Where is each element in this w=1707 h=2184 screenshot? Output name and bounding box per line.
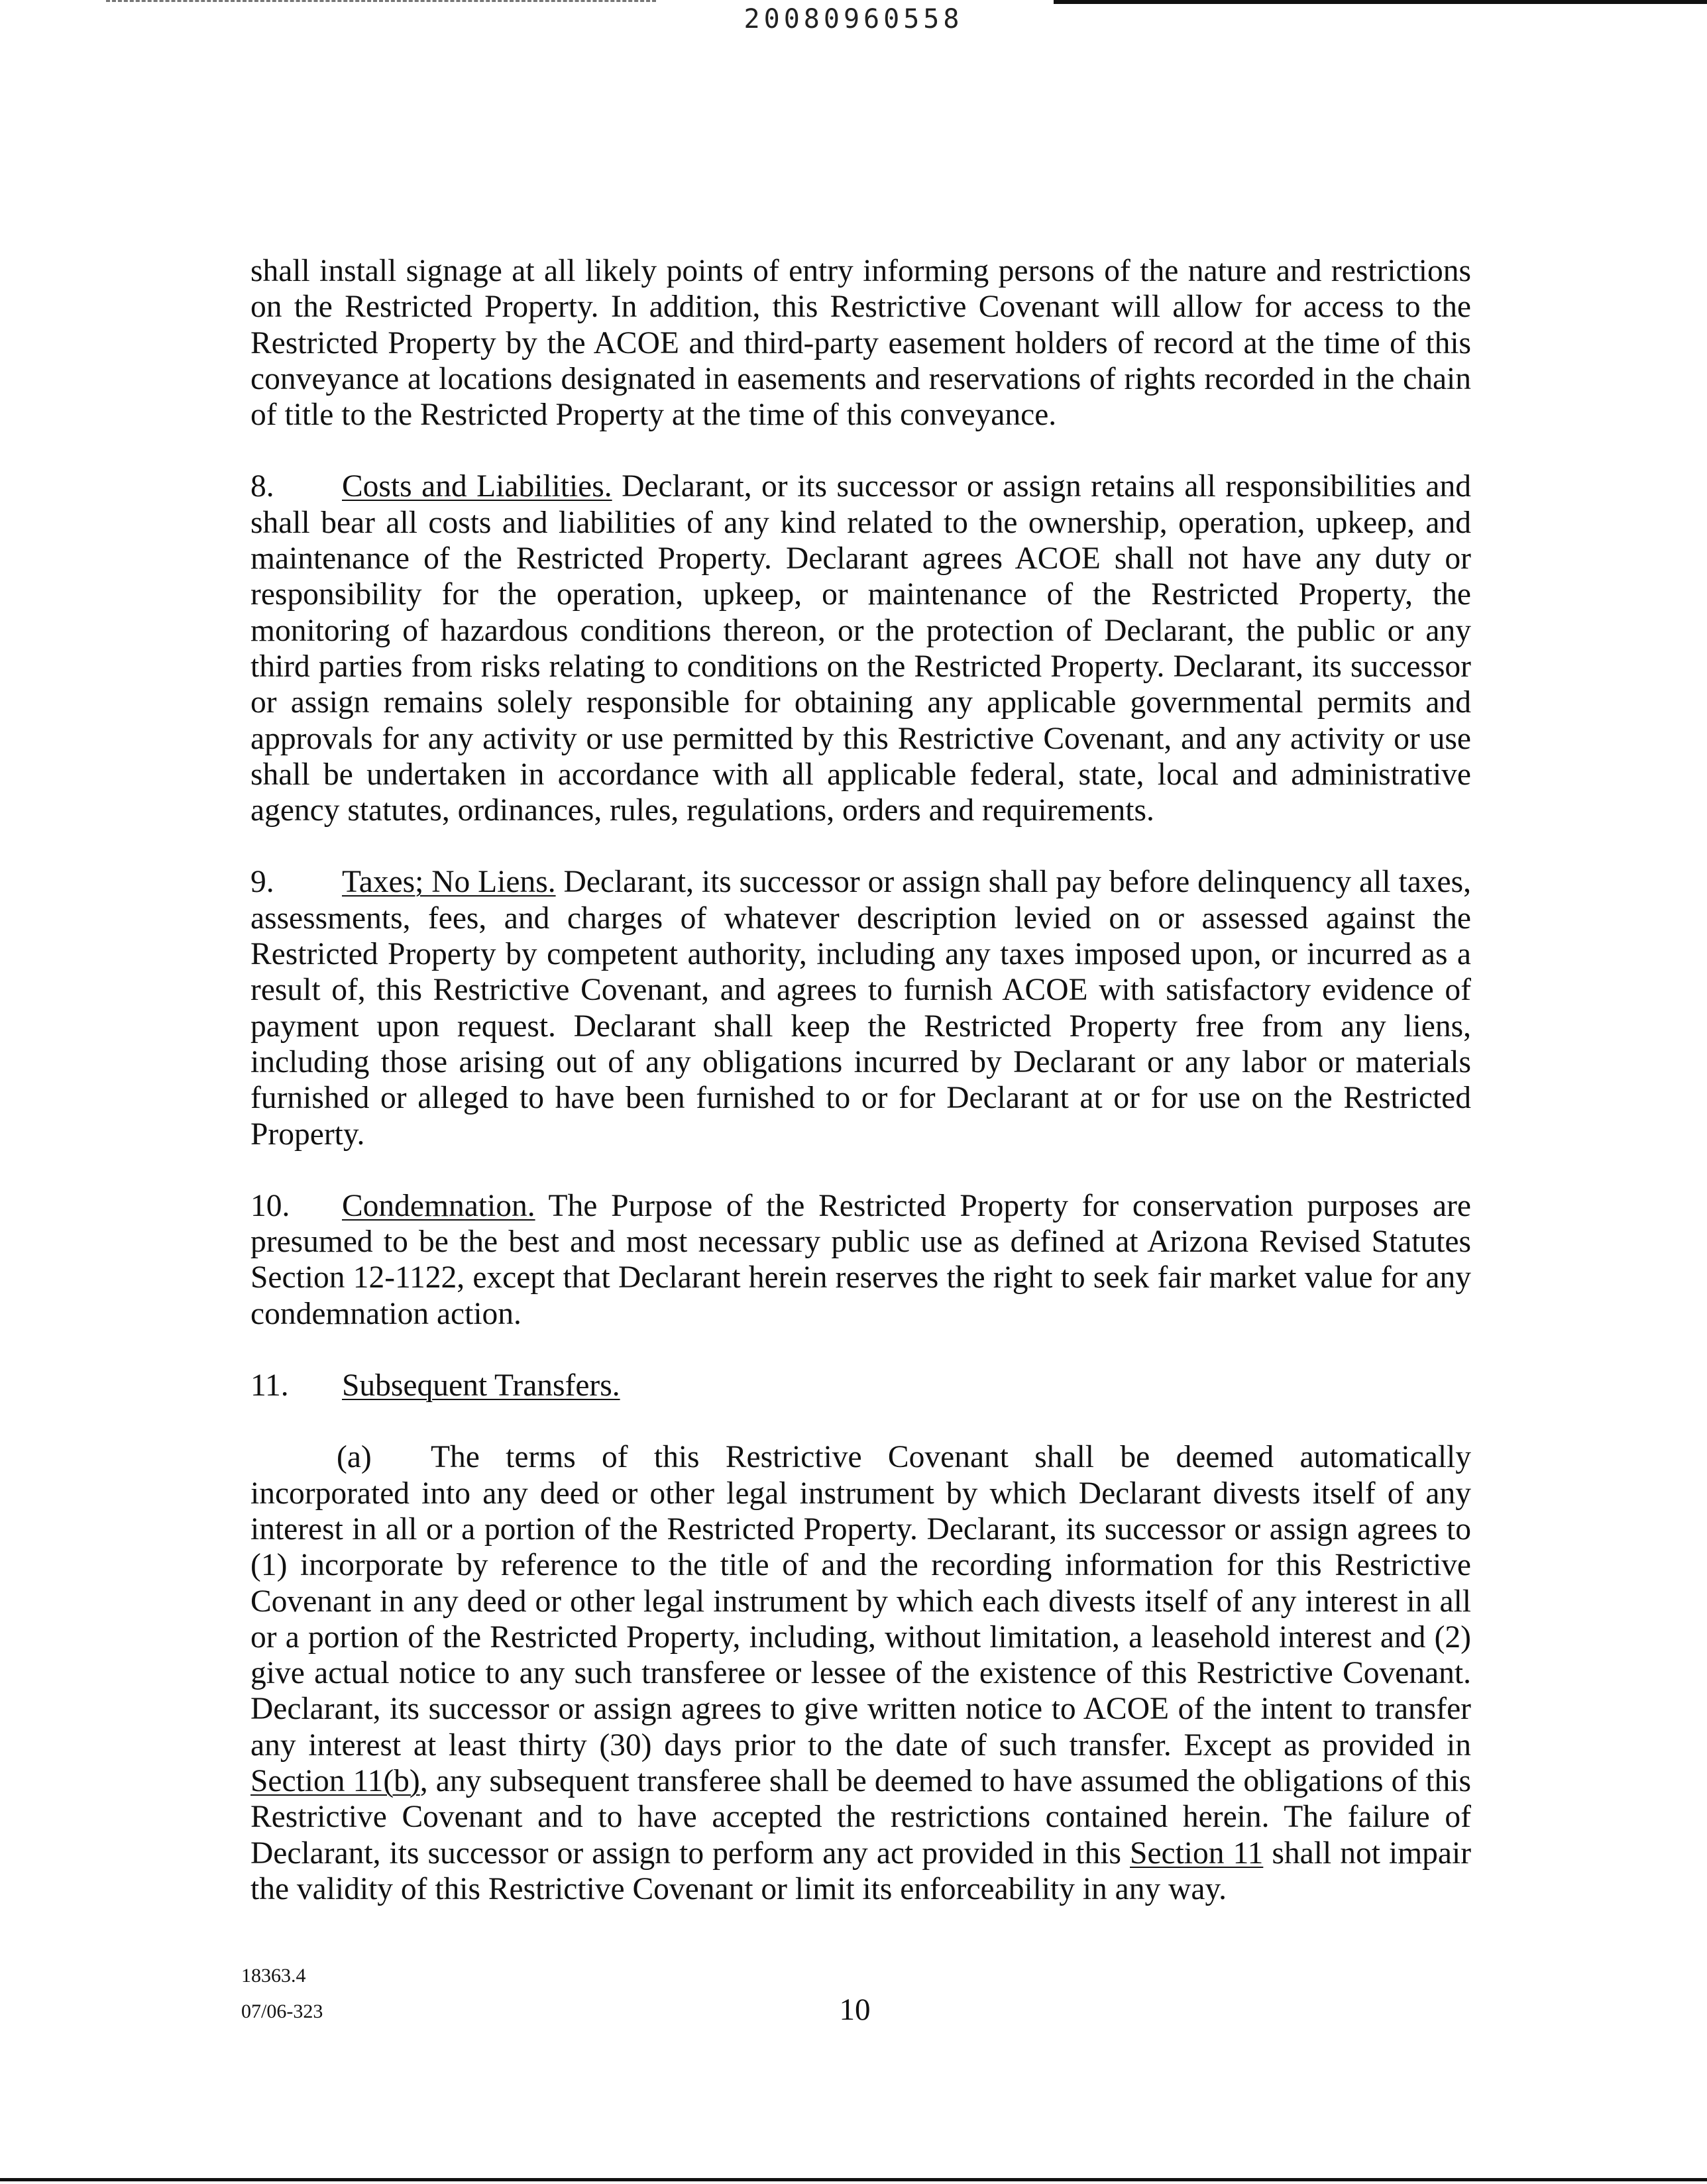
section-10-heading: Condemnation. — [342, 1188, 535, 1223]
section-8-paragraph — [250, 468, 1471, 828]
page-number: 10 — [839, 1993, 871, 2027]
section-11a-text-2: , any subsequent transferee shall be deemed to have assumed the obligations of this Restrictive Covenant and to have accepted the restrictions contained herein. The failure of Declarant, its successor or assign to perform any act provided in this — [250, 1763, 1471, 1871]
section-11a-text-1: The terms of this Restrictive Covenant shall be deemed automatically incorporated into any deed or other legal instrument by which Declarant divests itself of any interest in all or a portion of the Restricted Property. Declarant, its successor or assign agrees to (1) incorporate by reference to the title of and the recording information for this Restrictive Covenant in any deed or other legal instrument by which each divests itself of any interest in all or a portion of the Restricted Property, including, without limitation, a leasehold interest and (2) give actual notice to any such transferee or lessee of the existence of this Restrictive Covenant. Declarant, its successor or assign agrees to give written notice to ACOE of the intent to transfer any interest at least thirty (30) days prior to the date of such transfer. Except as provided in — [250, 1440, 1471, 1763]
section-11-number: 11. — [250, 1368, 289, 1403]
section-9-number: 9. — [250, 865, 274, 900]
footer-date-code: 07/06-323 — [241, 2000, 323, 2022]
section-11-heading: Subsequent Transfers. — [342, 1368, 620, 1403]
intro-text: shall install signage at all likely points of entry informing persons of the nature and restrictions on the Restricted Property. In addition, this Restrictive Covenant will allow for access to the Restricted Property by the ACOE and third-party easement holders of record at the time of this conveyance at locations designated in easements and reservations of rights recorded in the chain of title to the Restricted Property at the time of this conveyance. — [250, 254, 1471, 433]
section-9-paragraph — [250, 864, 1471, 1152]
section-8-text: Declarant, or its successor or assign retains all responsibilities and shall bear all costs and liabilities of any kind related to the ownership, operation, upkeep, and maintenance of the Restricted Property. Declarant agrees ACOE shall not have any duty or responsibility for the operation, upkeep, or maintenance of the Restricted Property, the monitoring of hazardous conditions thereon, or the protection of Declarant, the public or any third parties from risks relating to conditions on the Restricted Property. Declarant, its successor or assign remains solely responsible for obtaining any applicable governmental permits and approvals for any activity or use permitted by this Restrictive Covenant, and any activity or use shall be undertaken in accordance with all applicable federal, state, local and administrative agency statutes, ordinances, rules, regulations, orders and requirements. — [250, 469, 1471, 828]
section-11a-text-3: shall not impair the validity of this Restrictive Covenant or limit its enforceability in any way. — [250, 1835, 1472, 1906]
footer-document-id: 18363.4 — [241, 1965, 306, 1987]
section-11-heading-line — [250, 1368, 1471, 1403]
section-11a-label: (a) — [337, 1440, 372, 1475]
top-rule-left — [106, 0, 656, 2]
section-8-number: 8. — [250, 469, 274, 504]
section-10-text: The Purpose of the Restricted Property for conservation purposes are presumed to be the best and most necessary public use as defined at Arizona Revised Statutes Section 12-1122, except that Declarant herein reserves the right to seek fair market value for any condemnation action. — [250, 1188, 1471, 1331]
section-9-heading: Taxes; No Liens. — [342, 865, 556, 900]
bottom-rule — [0, 2178, 1707, 2181]
section-8-heading: Costs and Liabilities. — [342, 469, 612, 504]
section-11-reference: Section 11 — [1130, 1835, 1264, 1871]
section-11a-paragraph — [250, 1439, 1471, 1907]
intro-paragraph — [250, 253, 1471, 433]
document-body — [250, 253, 1471, 1943]
section-10-paragraph — [250, 1188, 1471, 1332]
section-9-text: Declarant, its successor or assign shall pay before delinquency all taxes, assessments, fees, and charges of whatever description levied on or assessed against the Restricted Property by competent authority, including any taxes imposed upon, or incurred as a result of, this Restrictive Covenant, and agrees to furnish ACOE with satisfactory evidence of payment upon request. Declarant shall keep the Restricted Property free from any liens, including those arising out of any obligations incurred by Declarant or any labor or materials furnished or alleged to have been furnished to or for Declarant at or for use on the Restricted Property. — [250, 865, 1471, 1152]
section-10-number: 10. — [250, 1188, 290, 1223]
recording-number: 20080960558 — [743, 4, 964, 34]
section-11b-reference: Section 11(b) — [250, 1763, 420, 1798]
